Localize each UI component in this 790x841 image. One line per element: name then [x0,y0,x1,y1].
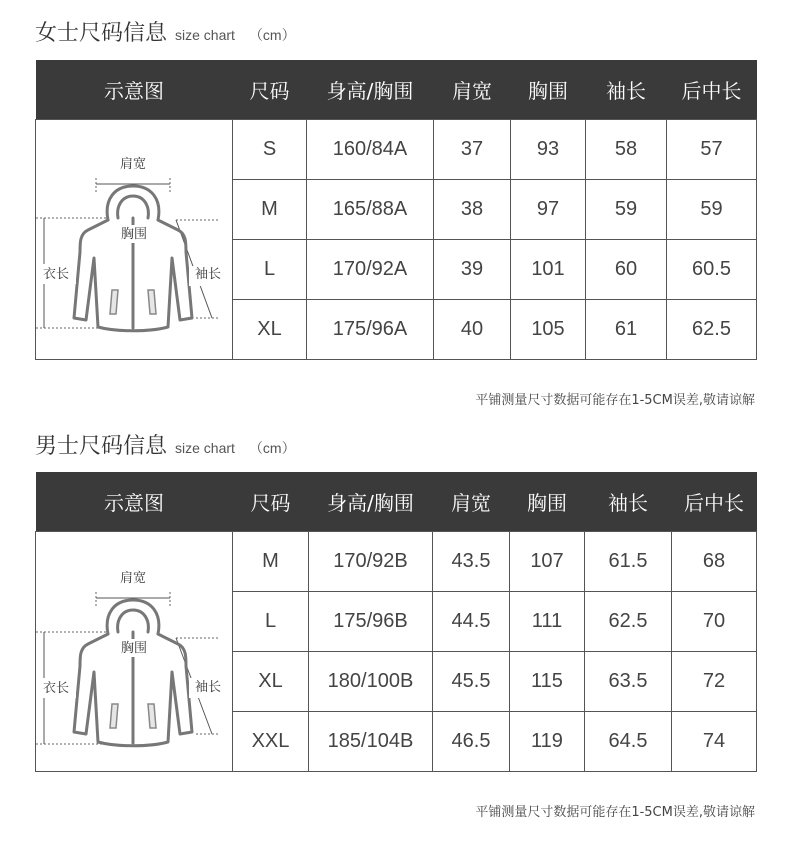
header-diagram: 示意图 [36,472,233,532]
header-shoulder: 肩宽 [433,472,510,532]
cell-shoulder: 39 [434,240,511,300]
cell-size: M [233,532,309,592]
jacket-diagram-svg [36,534,232,770]
header-height-chest: 身高/胸围 [307,60,434,120]
cell-size: XXL [233,712,309,772]
header-diagram: 示意图 [36,60,233,120]
cell-back-length: 60.5 [667,240,757,300]
cell-chest: 101 [511,240,586,300]
cell-shoulder: 45.5 [433,652,510,712]
diagram-label-length: 衣长 [42,680,70,696]
diagram-label-chest: 胸围 [120,226,148,242]
cell-chest: 97 [511,180,586,240]
cell-sleeve: 60 [586,240,667,300]
men-unit: （cm） [248,440,296,456]
men-subtitle: size chart [175,440,235,456]
diagram-label-shoulder: 肩宽 [119,156,147,172]
header-size: 尺码 [233,60,307,120]
women-measurement-note: 平铺测量尺寸数据可能存在1-5CM误差,敬请谅解 [475,393,755,408]
cell-size: M [233,180,307,240]
header-chest: 胸围 [510,472,585,532]
cell-chest: 105 [511,300,586,360]
cell-shoulder: 43.5 [433,532,510,592]
diagram-label-length: 衣长 [42,266,70,282]
cell-back-length: 59 [667,180,757,240]
header-size: 尺码 [233,472,309,532]
cell-back-length: 62.5 [667,300,757,360]
women-title: 女士尺码信息 [35,21,168,46]
cell-shoulder: 37 [434,120,511,180]
cell-back-length: 72 [672,652,757,712]
men-measurement-note: 平铺测量尺寸数据可能存在1-5CM误差,敬请谅解 [475,805,755,820]
cell-back-length: 74 [672,712,757,772]
cell-chest: 111 [510,592,585,652]
jacket-diagram [36,532,233,772]
cell-chest: 115 [510,652,585,712]
women-section-title [35,16,296,47]
jacket-diagram [36,120,233,360]
women-header-row [36,60,757,120]
cell-height-chest: 180/100B [309,652,433,712]
cell-sleeve: 59 [586,180,667,240]
men-header-row [36,472,757,532]
header-back-length: 后中长 [672,472,757,532]
cell-sleeve: 64.5 [585,712,672,772]
cell-chest: 107 [510,532,585,592]
cell-height-chest: 175/96B [309,592,433,652]
cell-shoulder: 46.5 [433,712,510,772]
men-section-title [35,429,296,460]
cell-back-length: 70 [672,592,757,652]
cell-height-chest: 185/104B [309,712,433,772]
diagram-label-sleeve: 袖长 [194,266,222,282]
diagram-label-sleeve: 袖长 [194,679,222,695]
cell-height-chest: 175/96A [307,300,434,360]
header-sleeve: 袖长 [586,60,667,120]
cell-back-length: 68 [672,532,757,592]
cell-shoulder: 40 [434,300,511,360]
cell-back-length: 57 [667,120,757,180]
cell-height-chest: 165/88A [307,180,434,240]
cell-height-chest: 160/84A [307,120,434,180]
women-subtitle: size chart [175,27,235,43]
cell-size: XL [233,652,309,712]
cell-height-chest: 170/92B [309,532,433,592]
cell-sleeve: 58 [586,120,667,180]
table-row [36,532,757,592]
cell-chest: 93 [511,120,586,180]
cell-size: XL [233,300,307,360]
cell-sleeve: 61 [586,300,667,360]
header-shoulder: 肩宽 [434,60,511,120]
header-chest: 胸围 [511,60,586,120]
men-size-table [35,472,757,772]
cell-shoulder: 44.5 [433,592,510,652]
header-sleeve: 袖长 [585,472,672,532]
jacket-diagram-svg [36,122,232,358]
cell-size: L [233,240,307,300]
diagram-label-shoulder: 肩宽 [119,570,147,586]
diagram-label-chest: 胸围 [120,640,148,656]
cell-size: L [233,592,309,652]
cell-size: S [233,120,307,180]
table-row [36,120,757,180]
women-size-table [35,60,757,360]
men-title: 男士尺码信息 [35,434,168,459]
cell-sleeve: 63.5 [585,652,672,712]
header-back-length: 后中长 [667,60,757,120]
women-unit: （cm） [248,27,296,43]
cell-shoulder: 38 [434,180,511,240]
cell-sleeve: 61.5 [585,532,672,592]
cell-chest: 119 [510,712,585,772]
cell-height-chest: 170/92A [307,240,434,300]
header-height-chest: 身高/胸围 [309,472,433,532]
cell-sleeve: 62.5 [585,592,672,652]
